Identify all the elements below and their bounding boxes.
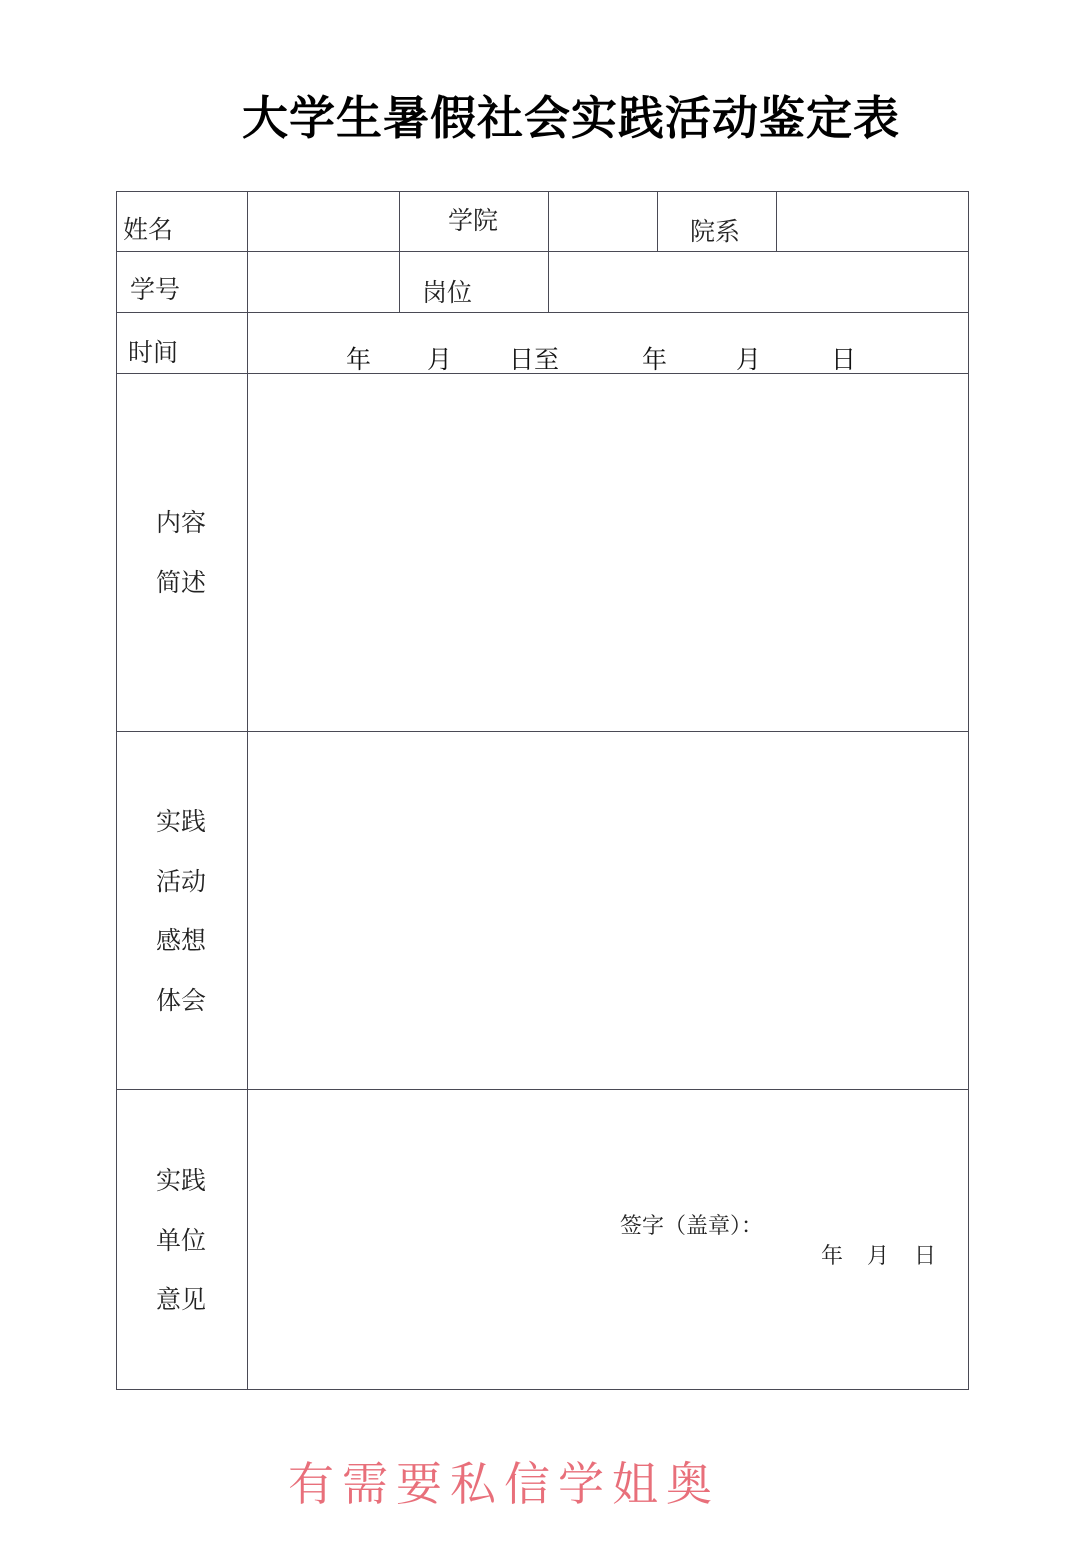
- col-divider-548: [548, 191, 549, 313]
- date-year-2: 年: [642, 345, 668, 374]
- reflection-label-line-3: 感想: [156, 926, 207, 955]
- col-divider-399: [399, 191, 400, 313]
- signature-year: 年: [821, 1244, 844, 1269]
- reflection-field[interactable]: [249, 733, 967, 1088]
- label-column-divider: [247, 191, 248, 1390]
- table-border-right: [968, 191, 969, 1390]
- row-divider-4: [116, 731, 969, 732]
- row-divider-2: [116, 312, 969, 313]
- reflection-label-line-2: 活动: [156, 867, 207, 896]
- table-border-bottom: [116, 1389, 969, 1390]
- name-field[interactable]: [249, 193, 398, 250]
- department-field[interactable]: [778, 193, 967, 250]
- row-divider-5: [116, 1089, 969, 1090]
- unit-opinion-label-line-2: 单位: [156, 1226, 207, 1255]
- college-label: 学院: [448, 206, 499, 235]
- student-id-label: 学号: [130, 275, 181, 304]
- page-title: 大学生暑假社会实践活动鉴定表: [242, 91, 900, 145]
- position-label: 岗位: [422, 278, 473, 307]
- unit-opinion-label-line-3: 意见: [156, 1285, 207, 1314]
- content-label-line-2: 简述: [156, 568, 207, 597]
- date-month-2: 月: [736, 345, 762, 374]
- date-day-2: 日: [831, 345, 857, 374]
- unit-opinion-label-line-1: 实践: [156, 1166, 207, 1195]
- date-day-to: 日至: [509, 345, 560, 374]
- time-label: 时间: [128, 338, 179, 367]
- content-field[interactable]: [249, 375, 967, 730]
- content-label-line-1: 内容: [156, 508, 207, 537]
- position-field[interactable]: [550, 253, 967, 311]
- col-divider-776: [776, 191, 777, 252]
- reflection-label-line-1: 实践: [156, 807, 207, 836]
- student-id-field[interactable]: [249, 253, 398, 311]
- table-border-top: [116, 191, 969, 192]
- footer-note: 有需要私信学姐奥: [288, 1457, 720, 1511]
- date-month-1: 月: [427, 345, 453, 374]
- signature-day: 日: [914, 1244, 937, 1269]
- department-label: 院系: [690, 217, 741, 246]
- row-divider-1: [116, 251, 969, 252]
- table-border-left: [116, 191, 117, 1390]
- reflection-label-line-4: 体会: [156, 986, 207, 1015]
- name-label: 姓名: [123, 215, 174, 244]
- college-field[interactable]: [550, 193, 656, 250]
- col-divider-657: [657, 191, 658, 252]
- date-year-1: 年: [346, 345, 372, 374]
- signature-month: 月: [867, 1244, 890, 1269]
- signature-label: 签字（盖章）：: [620, 1214, 764, 1239]
